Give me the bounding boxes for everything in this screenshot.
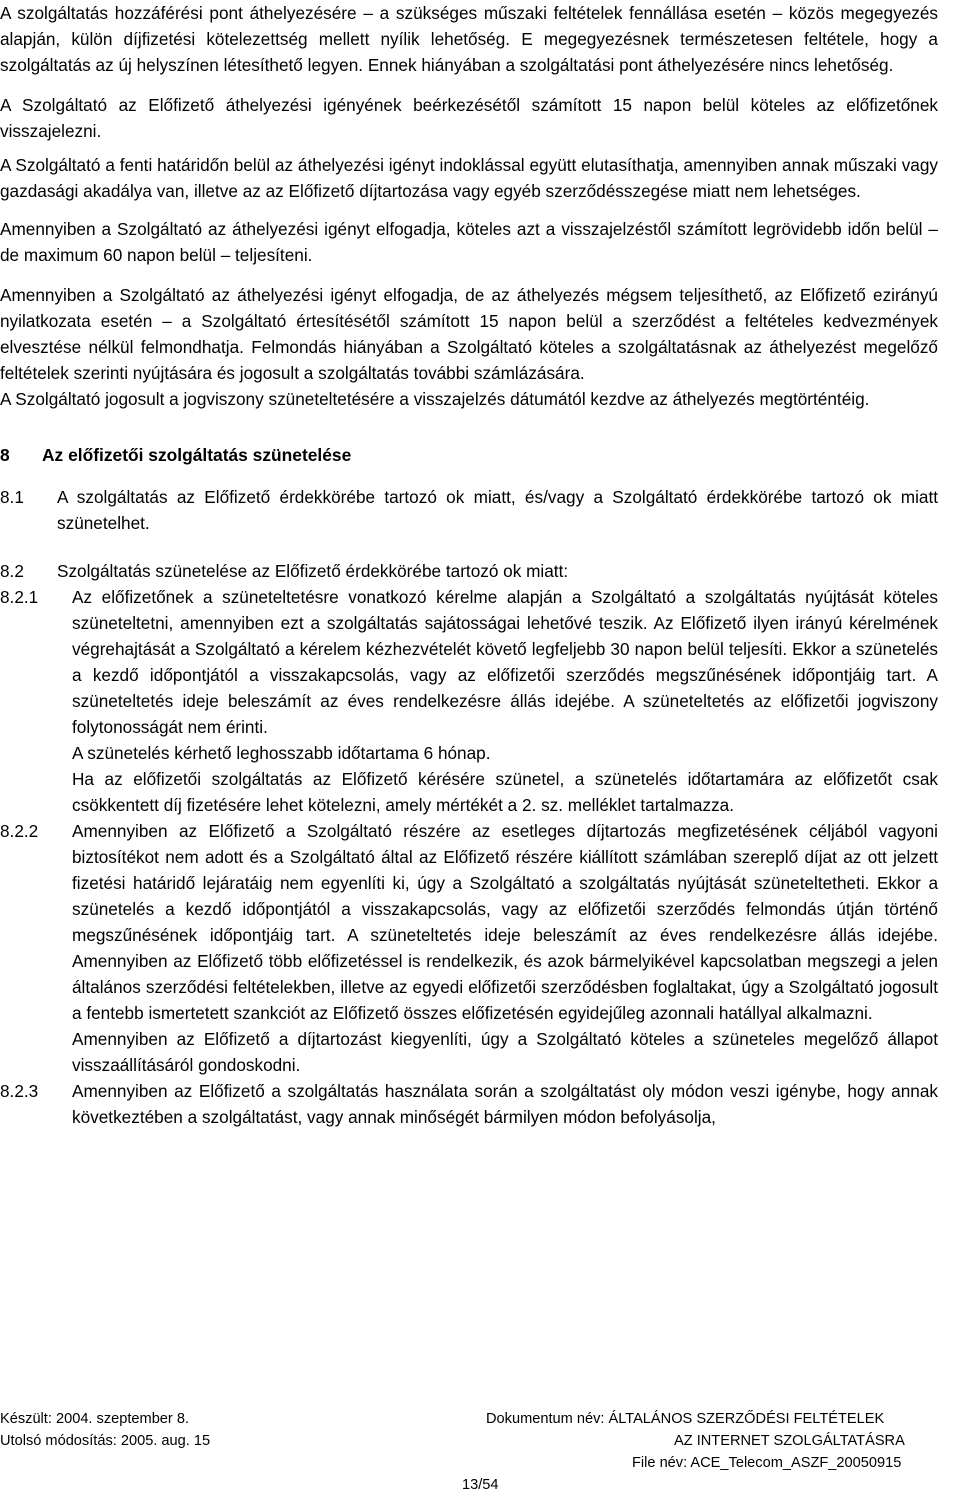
item-text: Ha az előfizetői szolgáltatás az Előfizető kérésére szünetel, a szünetelés időtartamára az előfizetőt csak csökkentett díj fizetésére lehet kötelezni, amely mértékét a 2. sz. melléklet tartalmazza.: [72, 769, 938, 815]
document-name: Dokumentum név: ÁLTALÁNOS SZERZŐDÉSI FELTÉTELEK: [486, 1411, 885, 1427]
document-name-cont: AZ INTERNET SZOLGÁLTATÁSRA: [674, 1433, 905, 1449]
list-item-8-2: [0, 558, 938, 584]
section-number: 8: [0, 445, 10, 465]
list-item-8-1: [0, 484, 938, 536]
list-item-8-2-3: [0, 1078, 938, 1130]
item-text: Amennyiben az Előfizető a díjtartozást kiegyenlíti, úgy a Szolgáltató köteles a szüneteles megelőző állapot visszaállításáról gondoskodni.: [72, 1029, 938, 1075]
item-number: 8.2: [0, 561, 24, 581]
footer-doc-info: [486, 1408, 944, 1474]
page-number: 13/54: [462, 1477, 499, 1493]
item-text: Amennyiben az Előfizető a szolgáltatás használata során a szolgáltatást oly módon veszi igénybe, hogy annak következtében a szolgáltatást, vagy annak minőségét bármilyen módon befolyásolja,: [72, 1081, 938, 1127]
paragraph: A Szolgáltató a fenti határidőn belül az áthelyezési igényt indoklással együtt elutasíthatja, amennyiben annak műszaki vagy gazdasági akadálya van, illetve az az Előfizető díjtartozása vagy egyéb szerződésszegése miatt nem lehetséges.: [0, 155, 938, 201]
item-number: 8.1: [0, 487, 24, 507]
item-text: Amennyiben az Előfizető a Szolgáltató részére az esetleges díjtartozás megfizetésének céljából vagyoni biztosítékot nem adott és a Szolgáltató által az Előfizető részére kiállított számlában szereplő díjat az ott jelzett fizetési határidő lejáratáig nem egyenlíti ki, úgy a Szolgáltató a szolgáltatás nyújtását szüneteltetheti. Ekkor a szünetelés a kezdő időpontjától a visszakapcsolás, vagy az előfizetői szerződés felmondás útján történő megszűnésének időpontjáig tart. A szüneteltetés ideje beleszámít az éves rendelkezésre állás idejébe. Amennyiben az Előfizető több előfizetéssel is rendelkezik, és azok bármelyikével kapcsolatban megszegi a jelen általános szerződési feltételekben, illetve az egyedi előfizetői szerződésben foglaltakat, úgy a Szolgáltató jogosult a fentebb ismertetett szankciót az Előfizető összes előfizetésén egyidejűleg azonnali hatállyal alkalmazni.: [72, 821, 938, 1023]
list-item-8-2-2: [0, 818, 938, 1078]
paragraph: A szolgáltatás hozzáférési pont áthelyezésére – a szükséges műszaki feltételek fennállása esetén – közös megegyezés alapján, külön díjfizetési kötelezettség mellett nyílik lehetőség. E megegyezésnek természetesen feltétele, hogy a szolgáltatás az új helyszínen létesíthető legyen. Ennek hiányában a szolgáltatási pont áthelyezésére nincs lehetőség.: [0, 3, 938, 75]
section-heading: [0, 442, 938, 468]
footer-dates: [0, 1408, 210, 1452]
item-text: Az előfizetőnek a szüneteltetésre vonatkozó kérelme alapján a Szolgáltató a szolgáltatás nyújtását köteles szüneteltetni, amennyiben ezt a szolgáltatás sajátosságai lehetővé teszik. Az Előfizető ilyen irányú kérelmének végrehajtását a Szolgáltató a kérelem kézhezvételét követő legfeljebb 30 napon belül teljesíti. Ekkor a szünetelés a kezdő időpontjától a visszakapcsolás, vagy az előfizetői szerződés megszűnésének időpontjáig tart. A szüneteltetés ideje beleszámít az éves rendelkezésre állás idejébe. A szüneteltetés az előfizetői jogviszony folytonosságát nem érinti.: [72, 587, 938, 737]
created-date: Készült: 2004. szeptember 8.: [0, 1411, 190, 1427]
paragraph: A Szolgáltató az Előfizető áthelyezési igényének beérkezésétől számított 15 napon belül köteles az előfizetőnek visszajelezni.: [0, 95, 938, 141]
item-number: 8.2.3: [0, 1081, 39, 1101]
item-number: 8.2.2: [0, 821, 39, 841]
paragraph: Amennyiben a Szolgáltató az áthelyezési igényt elfogadja, köteles azt a visszajelzéstől számított legrövidebb időn belül – de maximum 60 napon belül – teljesíteni.: [0, 219, 938, 265]
page-footer: [0, 1408, 960, 1496]
paragraph: A Szolgáltató jogosult a jogviszony szüneteltetésére a visszajelzés dátumától kezdve az áthelyezés megtörténtéig.: [0, 389, 870, 409]
item-text: A szolgáltatás az Előfizető érdekkörébe tartozó ok miatt, és/vagy a Szolgáltató érdekkörébe tartozó ok miatt szünetelhet.: [57, 487, 938, 533]
list-item-8-2-1: [0, 584, 938, 818]
item-number: 8.2.1: [0, 587, 39, 607]
section-title: Az előfizetői szolgáltatás szünetelése: [42, 445, 352, 465]
file-name: File név: ACE_Telecom_ASZF_20050915: [632, 1455, 902, 1471]
modified-date: Utolsó módosítás: 2005. aug. 15: [0, 1433, 211, 1449]
item-text: A szünetelés kérhető leghosszabb időtartama 6 hónap.: [72, 743, 491, 763]
item-text: Szolgáltatás szünetelése az Előfizető érdekkörébe tartozó ok miatt:: [57, 561, 569, 581]
paragraph: Amennyiben a Szolgáltató az áthelyezési igényt elfogadja, de az áthelyezés mégsem teljesíthető, az Előfizető ezirányú nyilatkozata esetén – a Szolgáltató értesítésétől számított 15 napon belül a szerződést a feltételes kedvezmények elvesztése nélkül felmondhatja. Felmondás hiányában a Szolgáltató köteles a szolgáltatásnak az áthelyezést megelőző feltételek szerinti nyújtására és jogosult a szolgáltatás további számlázására.: [0, 285, 938, 383]
